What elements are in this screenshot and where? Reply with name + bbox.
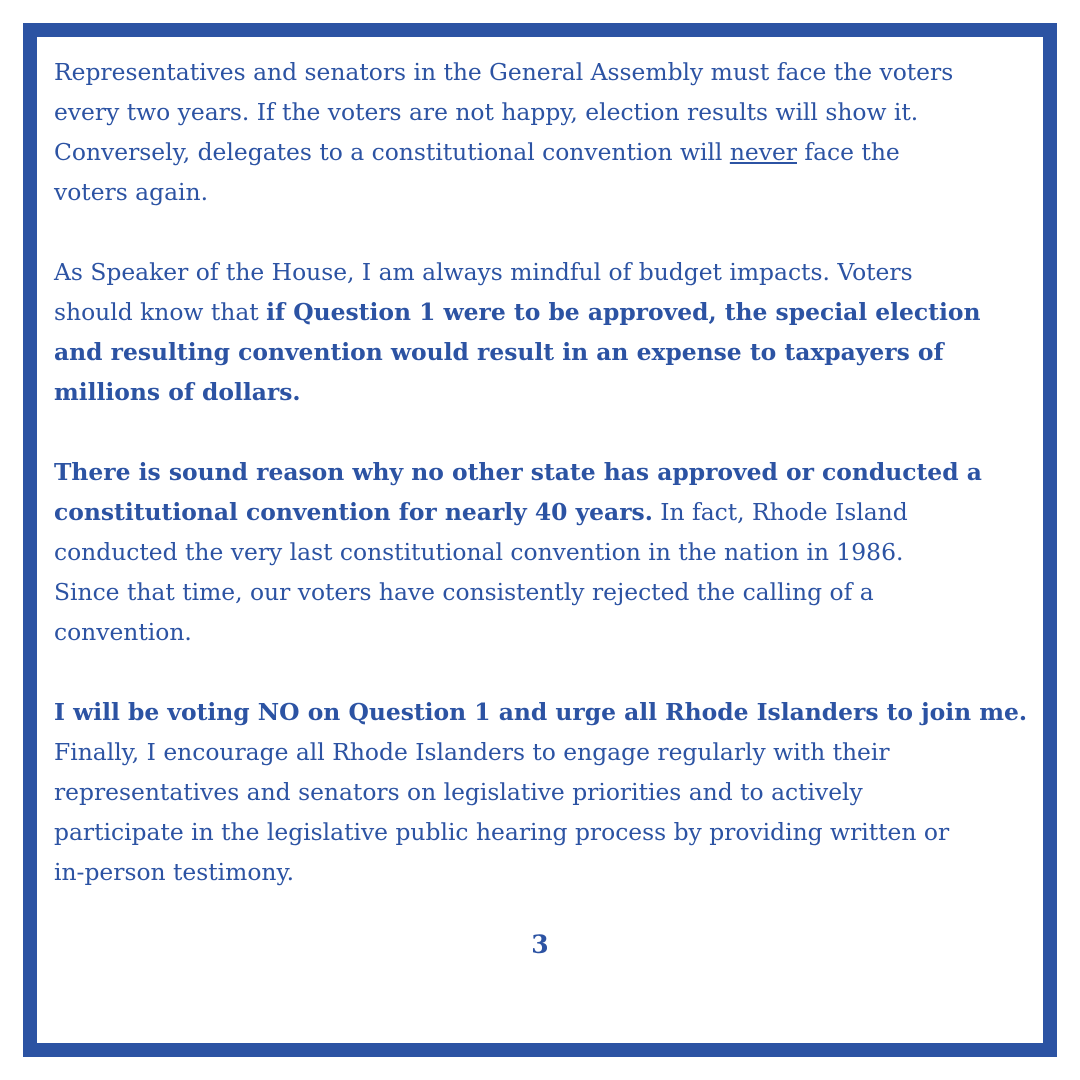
text-line: [54, 572, 1034, 612]
paragraph-1: [54, 52, 1034, 212]
text-line: [54, 532, 1034, 572]
text-run: participate in the legislative public hearing process by providing written or: [54, 818, 950, 846]
text-run: In fact, Rhode Island: [652, 498, 908, 526]
text-run: in-person testimony.: [54, 858, 295, 886]
paragraph-2: [54, 252, 1034, 412]
text-line: [54, 812, 1034, 852]
text-line: [54, 292, 1034, 332]
text-line: [54, 172, 1034, 212]
paragraph-3: [54, 452, 1034, 652]
text-line: [54, 252, 1034, 292]
text-line: [54, 372, 1034, 412]
bold-text-run: I will be voting NO on Question 1 and urge all Rhode Islanders to join me.: [54, 698, 1028, 726]
bold-text-run: millions of dollars.: [54, 378, 301, 406]
text-run: voters again.: [54, 178, 209, 206]
text-line: [54, 92, 1034, 132]
page-number: 3: [531, 930, 549, 959]
bold-text-run: There is sound reason why no other state has approved or conducted a: [54, 458, 982, 486]
bold-text-run: constitutional convention for nearly 40 years.: [54, 498, 653, 526]
text-run: As Speaker of the House, I am always mindful of budget impacts. Voters: [54, 258, 913, 286]
text-line: [54, 332, 1034, 372]
text-line: [54, 732, 1034, 772]
text-run: face the: [797, 138, 900, 166]
text-run: should know that: [54, 298, 267, 326]
document-body: [54, 52, 1034, 932]
bold-text-run: if Question 1 were to be approved, the special election: [266, 298, 981, 326]
text-line: [54, 692, 1034, 732]
text-line: [54, 492, 1034, 532]
bold-text-run: and resulting convention would result in an expense to taxpayers of: [54, 338, 944, 366]
text-line: [54, 132, 1034, 172]
text-line: [54, 452, 1034, 492]
text-run: representatives and senators on legislative priorities and to actively: [54, 778, 863, 806]
paragraph-4: [54, 692, 1034, 892]
text-run: Since that time, our voters have consistently rejected the calling of a: [54, 578, 874, 606]
text-run: Finally, I encourage all Rhode Islanders to engage regularly with their: [54, 738, 890, 766]
text-line: [54, 612, 1034, 652]
text-line: [54, 852, 1034, 892]
text-run: every two years. If the voters are not happy, election results will show it.: [54, 98, 919, 126]
text-run: conducted the very last constitutional convention in the nation in 1986.: [54, 538, 904, 566]
text-run: Conversely, delegates to a constitutional convention will: [54, 138, 730, 166]
emphasis-underline: never: [729, 138, 797, 166]
text-line: [54, 772, 1034, 812]
text-run: convention.: [54, 618, 192, 646]
text-line: [54, 52, 1034, 92]
text-run: Representatives and senators in the General Assembly must face the voters: [54, 58, 954, 86]
